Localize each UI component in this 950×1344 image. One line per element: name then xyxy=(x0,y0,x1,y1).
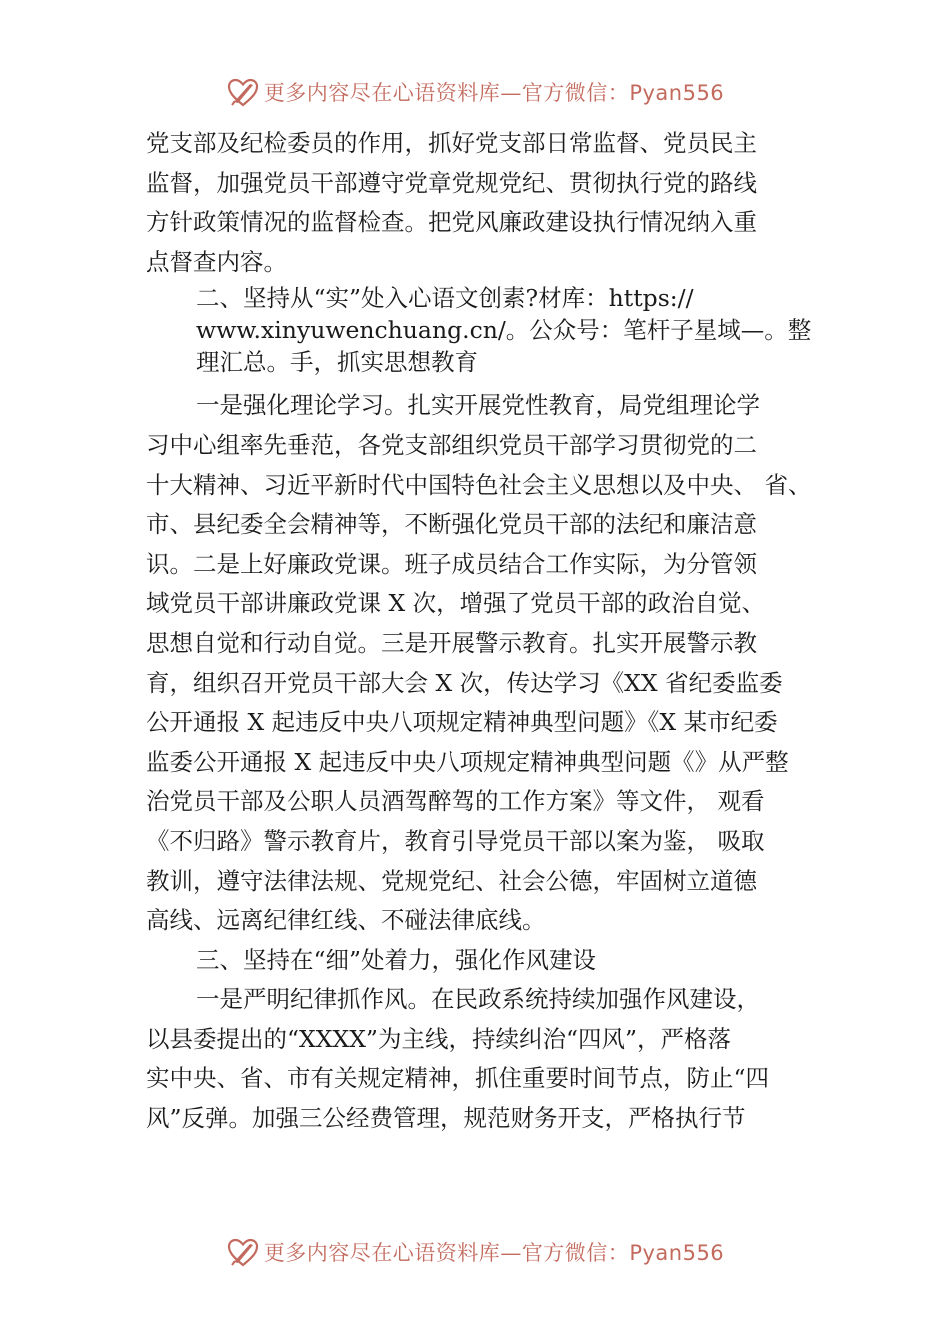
text-line: 方针政策情况的监督检查。把党风廉政建设执行情况纳入重 xyxy=(146,208,757,237)
text-line: 习中心组率先垂范，各党支部组织党员干部学习贯彻党的二 xyxy=(146,430,757,459)
watermark-wechat-label: 官方微信： xyxy=(521,1241,630,1265)
header-watermark xyxy=(0,70,950,114)
text-line: 《不归路》警示教育片，教育引导党员干部以案为鉴， 吸取 xyxy=(146,826,765,855)
watermark-main-text: 更多内容尽在心语资料库 xyxy=(263,81,501,105)
watermark-wechat-id: Pyan556 xyxy=(629,1241,725,1265)
quill-pen-heart-icon xyxy=(226,1235,260,1269)
text-line: 点督查内容。 xyxy=(146,247,287,276)
text-line: 公开通报 X 起违反中央八项规定精神典型问题》《X 某市纪委 xyxy=(146,708,778,737)
watermark-wechat-id: Pyan556 xyxy=(629,81,725,105)
watermark-dash: — xyxy=(500,1241,522,1265)
quill-pen-heart-icon xyxy=(226,75,260,109)
text-line: 风”反弹。加强三公经费管理，规范财务开支，严格执行节 xyxy=(146,1104,746,1133)
text-line: 市、县纪委全会精神等，不断强化党员干部的法纪和廉洁意 xyxy=(146,510,757,539)
text-line: 思想自觉和行动自觉。三是开展警示教育。扎实开展警示教 xyxy=(146,628,757,657)
text-line: 高线、远离纪律红线、不碰法律底线。 xyxy=(146,906,546,935)
text-line: 监委公开通报 X 起违反中央八项规定精神典型问题《》从严整 xyxy=(146,747,789,776)
text-line: 监督，加强党员干部遵守党章党规党纪、贯彻执行党的路线 xyxy=(146,168,757,197)
text-line: 党支部及纪检委员的作用，抓好党支部日常监督、党员民主 xyxy=(146,129,757,157)
text-line: 识。二是上好廉政党课。班子成员结合工作实际，为分管领 xyxy=(146,549,757,578)
text-line: 以县委提出的“XXXX”为主线，持续纠治“四风”，严格落 xyxy=(146,1024,731,1053)
text-line: 实中央、省、市有关规定精神，抓住重要时间节点，防止“四 xyxy=(146,1064,770,1093)
document-body xyxy=(146,124,826,1139)
watermark-main-text: 更多内容尽在心语资料库 xyxy=(263,1241,501,1265)
section-heading-2-cont: www.xinyuwenchuang.cn/。公众号：笔杆子星域—。整 xyxy=(196,316,812,345)
section-heading-2: 二、坚持从“实”处入心语文创素?材库：https:// xyxy=(196,284,694,313)
watermark-wechat-label: 官方微信： xyxy=(521,81,630,105)
paragraph-start: 一是强化理论学习。扎实开展党性教育，局党组理论学 xyxy=(196,391,760,420)
text-line: 育，组织召开党员干部大会 X 次，传达学习《XX 省纪委监委 xyxy=(146,668,783,697)
text-line: 教训，遵守法律法规、党规党纪、社会公德，牢固树立道德 xyxy=(146,866,757,895)
spacer xyxy=(146,378,826,386)
section-heading-3: 三、坚持在“细”处着力，强化作风建设 xyxy=(196,945,597,974)
footer-watermark xyxy=(0,1230,950,1274)
text-line: 十大精神、习近平新时代中国特色社会主义思想以及中央、 省、 xyxy=(146,470,812,499)
text-line: 治党员干部及公职人员酒驾醉驾的工作方案》等文件， 观看 xyxy=(146,787,765,816)
watermark-dash: — xyxy=(500,81,522,105)
section-heading-2-cont: 理汇总。手，抓实思想教育 xyxy=(196,348,478,377)
text-line: 域党员干部讲廉政党课 X 次，增强了党员干部的政治自觉、 xyxy=(146,589,766,618)
paragraph-start: 一是严明纪律抓作风。在民政系统持续加强作风建设， xyxy=(196,985,760,1014)
